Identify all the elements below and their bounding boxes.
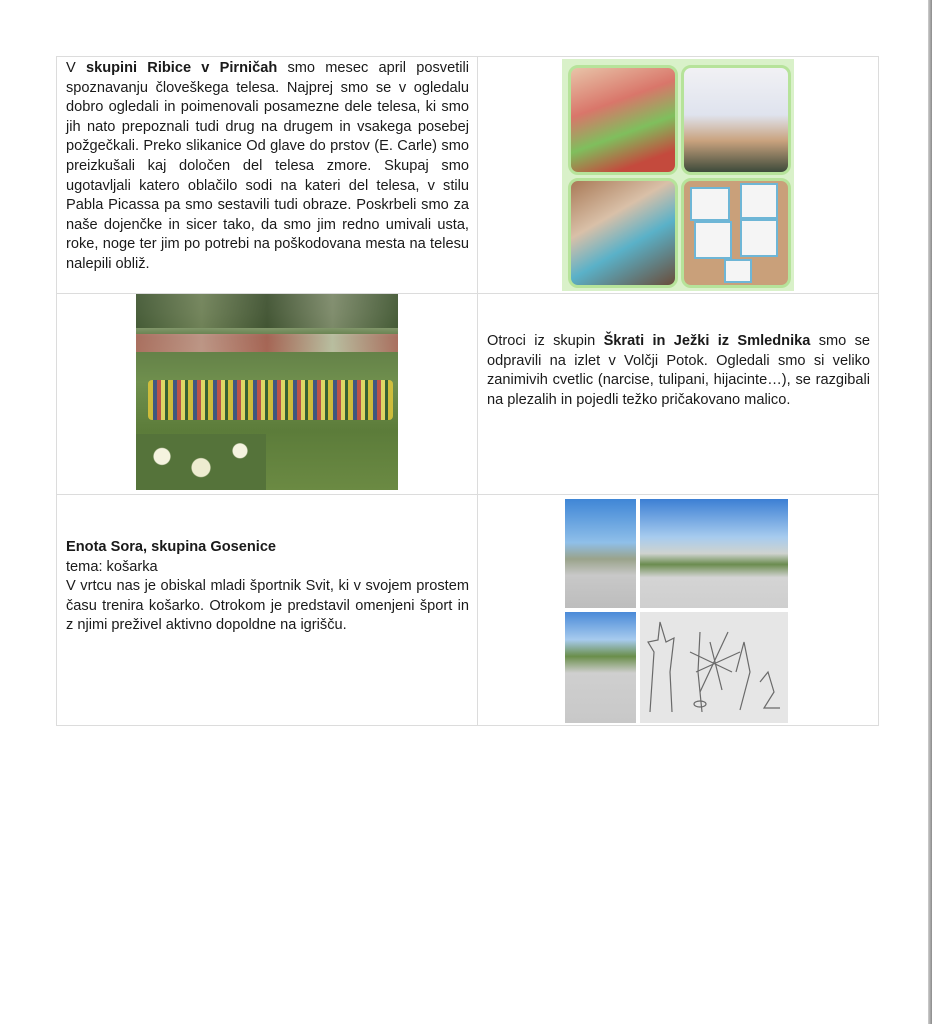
paragraph-ribice	[57, 57, 477, 275]
photo-children-mirror	[681, 65, 791, 175]
photo-children-playing	[568, 65, 678, 175]
table-row	[57, 495, 879, 726]
image-cell	[478, 495, 879, 726]
photo-collage-basketball	[565, 499, 789, 723]
text-run: smo se odpravili na izlet v Volčji Potok. Ogledali smo si veliko zanimivih cvetlic (narcise, tulipani, hijacinte…), se razgibali na plezalih in pojedli težko pričakovano malico.	[487, 333, 870, 408]
photo-chalk-drawing	[640, 612, 788, 723]
text-run-bold: skupini Ribice v Pirničah	[85, 60, 278, 76]
text-run-bold: Škrati in Ježki iz Smlednika	[603, 333, 811, 349]
photo-collage-body	[562, 59, 794, 291]
photo-basketball-hoop	[565, 499, 636, 608]
photo-garden-group	[136, 294, 398, 490]
table-row	[57, 57, 879, 294]
text-run: Otroci iz skupin	[487, 333, 604, 349]
text-run: smo mesec april posvetili spoznavanju človeškega telesa. Najprej smo se v ogledalu dobro ogledali in poimenovali posamezne dele telesa, ki smo jih nato prepoznali tudi drug na drugem in vsakega posebej požgečkali. Preko slikanice Od glave do prstov (E. Carle) smo preizkušali kaj določen del telesa zmore. Skupaj smo ugotavljali katero oblačilo sodi na kateri del telesa, v stilu Pabla Picassa pa smo sestavili tudi obraze. Poskrbeli smo za naše dojenčke in sicer tako, da smo jim redno umivali usta, roke, noge ter jim po potrebi na poškodovana mesta na telesu nalepili obliž.	[66, 60, 469, 272]
section-gosenice	[57, 495, 477, 636]
paragraph-skrati-jezki	[478, 294, 878, 410]
image-cell	[57, 294, 478, 495]
newsletter-table	[56, 56, 879, 726]
page-edge	[928, 0, 932, 1024]
text-cell	[57, 57, 478, 294]
photo-athlete-with-children	[640, 499, 788, 608]
photo-picasso-faces	[681, 178, 791, 288]
text-cell	[57, 495, 478, 726]
image-cell	[478, 57, 879, 294]
photo-children-clothes	[568, 178, 678, 288]
photo-playground	[565, 612, 636, 723]
section-heading: Enota Sora, skupina Gosenice	[66, 539, 277, 555]
table-row	[57, 294, 879, 495]
section-theme: tema: košarka	[66, 558, 158, 575]
text-run: V	[66, 60, 86, 76]
section-body: V vrtcu nas je obiskal mladi športnik Svit, ki v svojem prostem času trenira košarko. Otrokom je predstavil omenjeni šport in z njimi preživel aktivno dopoldne na igrišču.	[66, 578, 469, 634]
text-cell	[478, 294, 879, 495]
